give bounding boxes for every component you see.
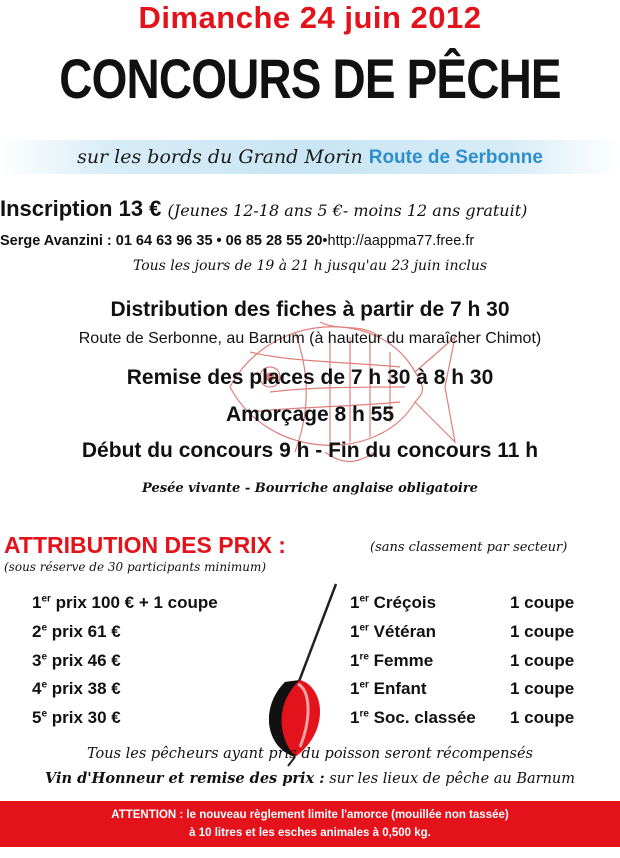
schedule-times: Début du concours 9 h - Fin du concours 11 h [81, 439, 539, 462]
prize-award: 1 coupe [510, 679, 575, 698]
prize-rank-4: 4e prix 38 € [32, 679, 121, 698]
subtitle-text: sur les bords du Grand Morin [77, 146, 363, 168]
prize-category-veteran: 1er Vétéran [350, 622, 437, 641]
page-title: CONCOURS DE PÊCHE [59, 47, 561, 110]
contact-website[interactable]: •http://aappma77.free.fr [322, 233, 475, 249]
footer-reward-note: Tous les pêcheurs ayant pris du poisson seront récompensés [87, 746, 533, 762]
contact-line [0, 233, 474, 249]
schedule-location: Route de Serbonne, au Barnum (à hauteur du maraîcher Chimot) [78, 330, 542, 347]
contact-name: Serge Avanzini : [0, 233, 112, 249]
registration-label: Inscription [0, 196, 113, 221]
prize-rank-2: 2e prix 61 € [32, 622, 121, 641]
attention-line-1: ATTENTION : le nouveau règlement limite l'amorce (mouillée non tassée) [111, 809, 509, 821]
prize-award: 1 coupe [510, 651, 575, 670]
prize-award: 1 coupe [510, 708, 575, 727]
prize-category-societe: 1re Soc. classée [350, 708, 476, 727]
footer-ceremony [0, 770, 620, 787]
prize-category-femme: 1re Femme [350, 651, 434, 670]
prize-category-enfant: 1er Enfant [350, 679, 427, 698]
prize-category-crecois: 1er Créçois [350, 593, 437, 612]
footer-ceremony-label: Vin d'Honneur et remise des prix : [44, 770, 325, 787]
contact-phones: 01 64 63 96 35 • 06 85 28 55 20 [115, 233, 323, 249]
schedule-baiting: Amorçage 8 h 55 [225, 403, 395, 426]
footer-ceremony-place: sur les lieux de pêche au Barnum [329, 771, 576, 787]
registration-hours: Tous les jours de 19 à 21 h jusqu'au 23 juin inclus [132, 258, 488, 274]
prizes-subtitle: (sans classement par secteur) [370, 540, 568, 555]
event-date: Dimanche 24 juin 2012 [138, 0, 482, 35]
prizes-reserve: (sous réserve de 30 participants minimum) [4, 560, 267, 574]
prize-rank-5: 5e prix 30 € [32, 708, 121, 727]
prize-award: 1 coupe [510, 593, 575, 612]
registration-line [0, 196, 527, 222]
registration-price: 13 € [118, 196, 162, 221]
registration-detail: (Jeunes 12-18 ans 5 €- moins 12 ans gratuit) [167, 201, 528, 220]
schedule-places: Remise des places de 7 h 30 à 8 h 30 [126, 366, 494, 389]
attention-banner [0, 801, 620, 847]
subtitle-route: Route de Serbonne [368, 147, 543, 168]
subtitle-line [0, 146, 620, 169]
prize-award: 1 coupe [510, 622, 575, 641]
attention-line-2: à 10 litres et les esches animales à 0,500 kg. [189, 827, 431, 839]
prize-rank-1: 1er prix 100 € + 1 coupe [32, 593, 218, 612]
prize-rank-3: 3e prix 46 € [32, 651, 121, 670]
fishing-float-icon [240, 582, 350, 767]
weigh-in-rule: Pesée vivante - Bourriche anglaise obligatoire [142, 481, 478, 496]
prizes-title: ATTRIBUTION DES PRIX : [4, 532, 286, 558]
schedule-distribution: Distribution des fiches à partir de 7 h 30 [110, 298, 510, 321]
